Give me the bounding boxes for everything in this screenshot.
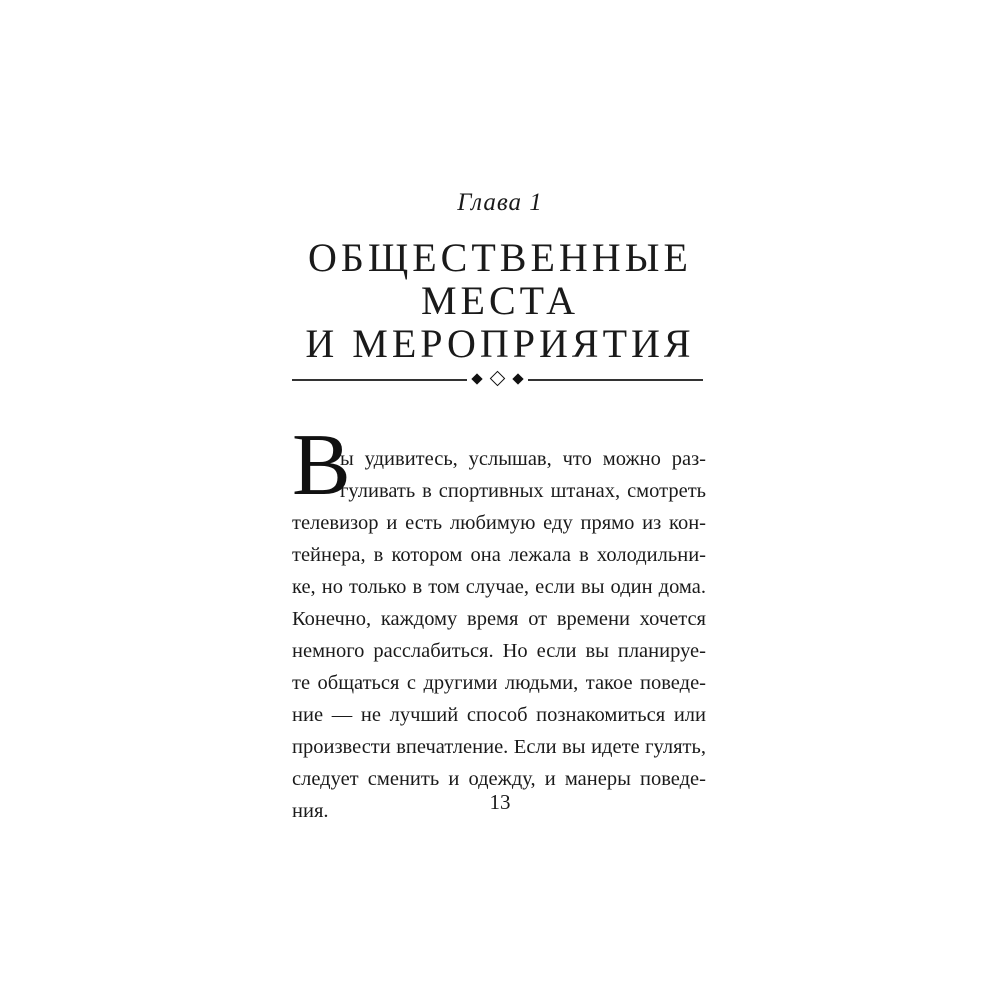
chapter-title — [0, 236, 1000, 365]
body-paragraph — [292, 443, 706, 827]
text-line: тейнера, в котором она лежала в холодильни- — [292, 544, 706, 566]
chapter-title-line: И МЕРОПРИЯТИЯ — [305, 321, 695, 366]
text-line: немного расслабиться. Но если вы планируе- — [292, 640, 706, 662]
filled-diamond-icon — [471, 373, 482, 384]
text-line: ние — не лучший способ познакомиться или — [292, 704, 706, 726]
text-line: следует сменить и одежду, и манеры поведе- — [292, 768, 706, 790]
open-diamond-icon — [490, 371, 506, 387]
filled-diamond-icon — [512, 373, 523, 384]
ornamental-divider — [292, 371, 703, 389]
text-line: гуливать в спортивных штанах, смотреть — [340, 480, 706, 502]
divider-rule-left — [292, 379, 467, 381]
text-line: ке, но только в том случае, если вы один дома. — [292, 576, 706, 598]
drop-cap: В — [292, 417, 351, 514]
text-line: ы удивитесь, услышав, что можно раз- — [340, 448, 706, 470]
divider-rule-right — [528, 379, 703, 381]
text-line: произвести впечатление. Если вы идете гулять, — [292, 736, 706, 758]
page-number: 13 — [489, 790, 511, 814]
text-line: ния. — [292, 800, 329, 822]
chapter-title-line: МЕСТА — [420, 278, 579, 323]
text-line: телевизор и есть любимую еду прямо из кон- — [292, 512, 706, 534]
text-line: Конечно, каждому время от времени хочется — [292, 608, 706, 630]
chapter-label: Глава 1 — [457, 189, 543, 216]
chapter-title-line: ОБЩЕСТВЕННЫЕ — [308, 235, 692, 280]
text-line: те общаться с другими людьми, такое поведе- — [292, 672, 706, 694]
